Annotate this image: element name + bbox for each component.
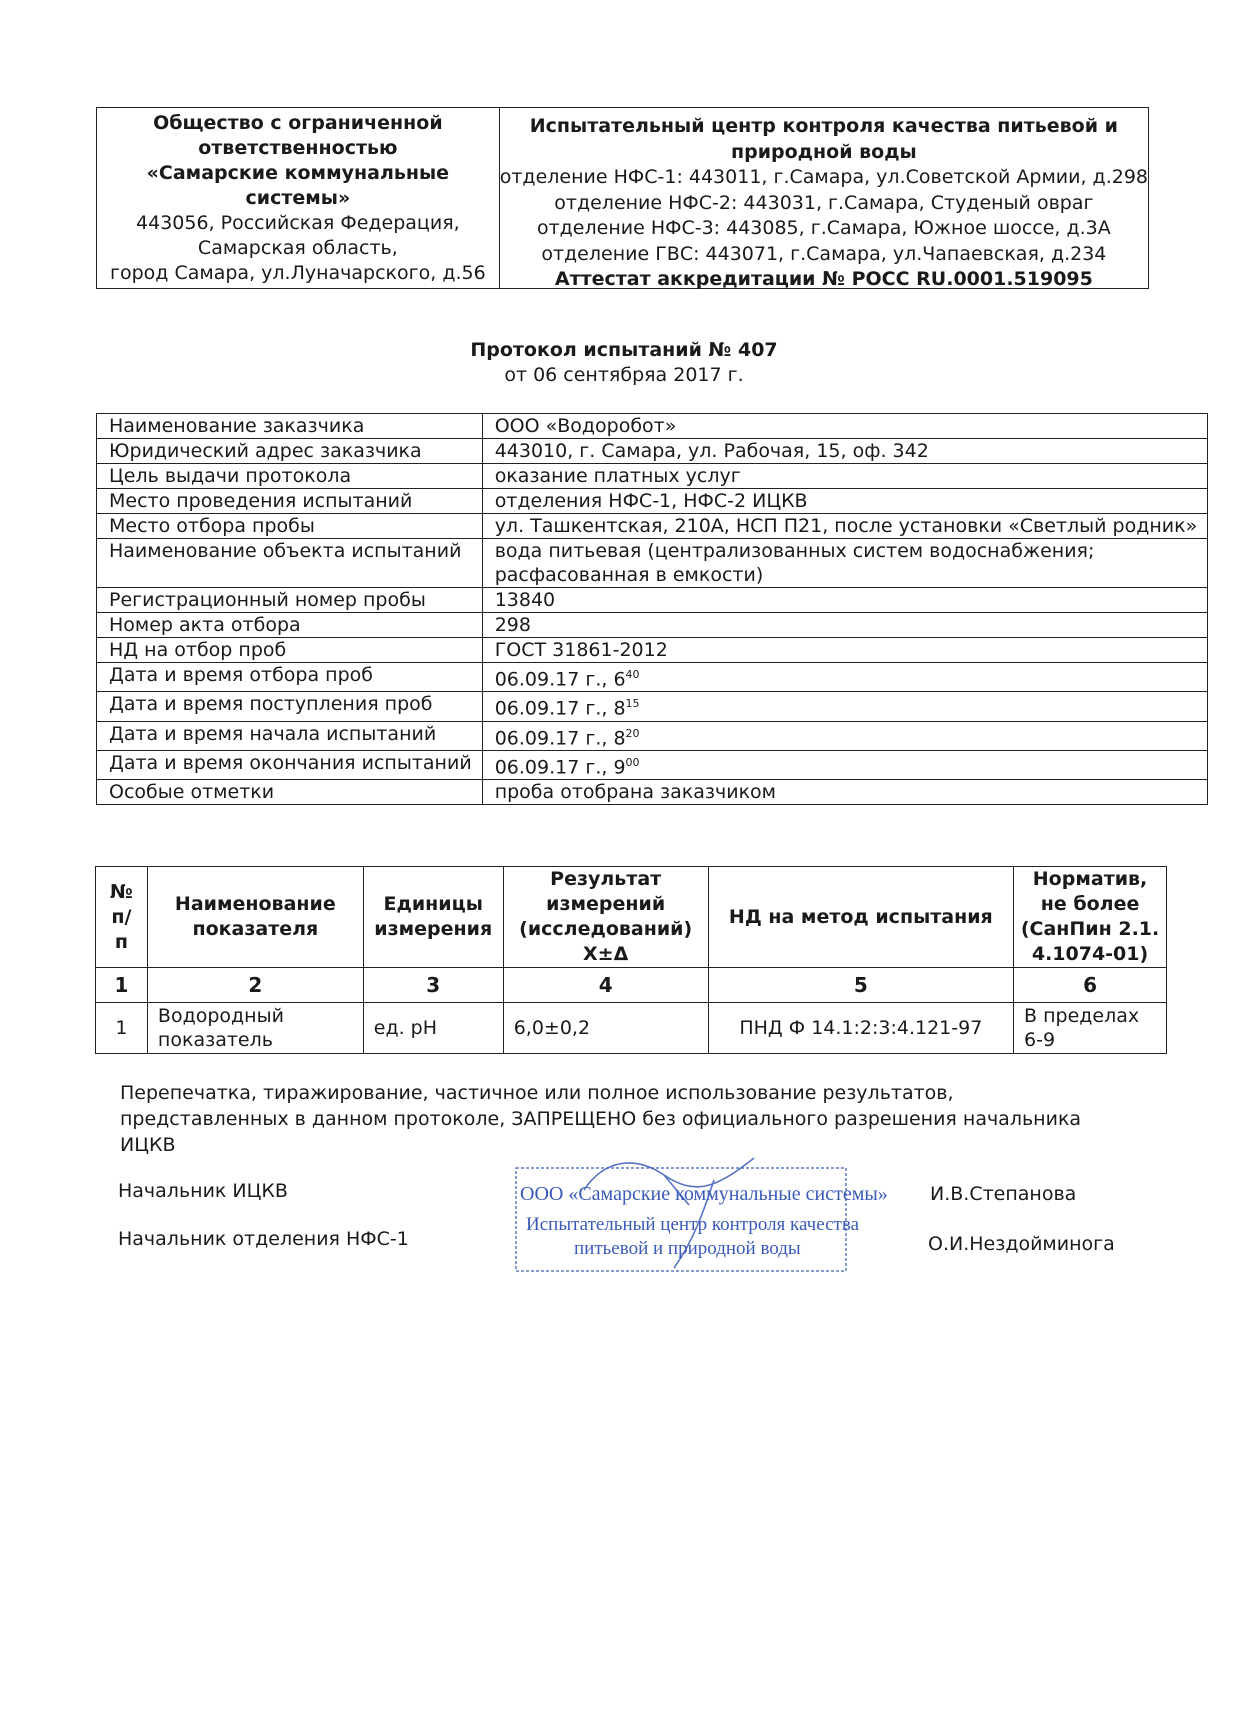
table-row <box>96 1003 1167 1054</box>
unit: ед. pH <box>363 1003 503 1054</box>
org-address-line: город Самара, ул.Луначарского, д.56 <box>110 262 486 284</box>
column-header: № п/ п <box>96 867 148 968</box>
info-value <box>482 588 1208 613</box>
info-value-text: ООО «Водоробот» <box>494 415 677 437</box>
info-label: Дата и время окончания испытаний <box>97 750 483 779</box>
info-row <box>97 588 1208 613</box>
column-header: Единицы измерения <box>363 867 503 968</box>
department-line: отделение НФС-1: 443011, г.Самара, ул.Советской Армии, д.298 <box>499 166 1148 188</box>
signatory-name: И.В.Степанова <box>930 1183 1077 1205</box>
stamp-text-line: ООО «Самарские коммунальные системы» <box>520 1183 888 1205</box>
info-row <box>97 439 1208 464</box>
info-value-text: 13840 <box>494 589 556 611</box>
info-label: Дата и время начала испытаний <box>97 721 483 750</box>
info-value-text: проба отобрана заказчиком <box>494 781 777 804</box>
measurement-result: 6,0±0,2 <box>503 1003 708 1054</box>
info-row <box>97 638 1208 663</box>
info-row <box>97 750 1208 779</box>
info-label: Место проведения испытаний <box>97 489 483 514</box>
info-row <box>97 663 1208 692</box>
info-label: Наименование объекта испытаний <box>97 539 483 588</box>
organization-info <box>97 108 500 288</box>
column-number: 4 <box>503 968 708 1003</box>
department-line: отделение НФС-3: 443085, г.Самара, Южное шоссе, д.3А <box>536 217 1111 239</box>
time-minutes: 15 <box>625 697 640 711</box>
info-row <box>97 489 1208 514</box>
info-value-text: 298 <box>494 614 531 636</box>
info-row <box>97 692 1208 721</box>
official-stamp <box>514 1150 888 1275</box>
info-label: Регистрационный номер пробы <box>97 588 483 613</box>
row-number: 1 <box>96 1003 148 1054</box>
signatory-name: О.И.Нездойминога <box>928 1233 1115 1255</box>
info-label: Дата и время отбора проб <box>97 663 483 692</box>
info-value-text: 06.09.17 г., 8 <box>494 726 626 749</box>
info-label: Дата и время поступления проб <box>97 692 483 721</box>
info-value <box>482 414 1208 439</box>
center-name-line: Испытательный центр контроля качества питьевой и <box>529 115 1118 137</box>
column-number: 3 <box>363 968 503 1003</box>
info-value-text: 06.09.17 г., 8 <box>494 697 626 720</box>
info-value-text: ул. Ташкентская, 210А, НСП П21, после установки «Светлый родник» <box>494 515 1198 537</box>
column-header: Наименование показателя <box>147 867 363 968</box>
info-value <box>482 663 1208 692</box>
info-value <box>482 750 1208 779</box>
accreditation-line: Аттестат аккредитации № РОСС RU.0001.519095 <box>554 268 1093 290</box>
time-minutes: 20 <box>625 726 640 740</box>
column-header: Норматив, не более (СанПин 2.1. 4.1074-01) <box>1014 867 1167 968</box>
info-label: Номер акта отбора <box>97 613 483 638</box>
time-minutes: 40 <box>625 668 640 681</box>
info-label: НД на отбор проб <box>97 638 483 663</box>
info-value <box>482 613 1208 638</box>
copyright-notice: Перепечатка, тиражирование, частичное или полное использование результатов, представленных в данном протоколе, ЗАПРЕЩЕНО без официального разрешения начальника ИЦКВ <box>120 1082 1082 1156</box>
info-label: Цель выдачи протокола <box>97 464 483 489</box>
info-value <box>482 539 1208 588</box>
stamp-text-line: Испытательный центр контроля качества <box>526 1214 860 1235</box>
info-value-text: 06.09.17 г., 9 <box>494 756 626 779</box>
column-number: 1 <box>96 968 148 1003</box>
info-value <box>482 489 1208 514</box>
info-label: Особые отметки <box>97 780 483 805</box>
indicator-name: Водородный показатель <box>147 1003 363 1054</box>
testing-center-info <box>500 108 1148 288</box>
info-value <box>482 514 1208 539</box>
results-table <box>95 866 1167 1054</box>
info-value <box>482 721 1208 750</box>
org-name-line: системы» <box>245 187 351 209</box>
info-value-text: 443010, г. Самара, ул. Рабочая, 15, оф. 342 <box>494 440 929 462</box>
test-method: ПНД Ф 14.1:2:3:4.121-97 <box>708 1003 1013 1054</box>
column-number: 2 <box>147 968 363 1003</box>
info-value <box>482 780 1208 805</box>
protocol-date: от 06 сентябряа 2017 г. <box>504 364 744 386</box>
org-address-line: 443056, Российская Федерация, <box>136 212 460 234</box>
info-row <box>97 414 1208 439</box>
column-number: 6 <box>1014 968 1167 1003</box>
department-line: отделение НФС-2: 443031, г.Самара, Студеный овраг <box>554 191 1094 214</box>
center-name-line: природной воды <box>730 140 917 163</box>
info-value-text: отделения НФС-1, НФС-2 ИЦКВ <box>494 490 808 512</box>
signatory-role: Начальник ИЦКВ <box>118 1180 288 1202</box>
info-label: Наименование заказчика <box>97 414 483 439</box>
department-line: отделение ГВС: 443071, г.Самара, ул.Чапаевская, д.234 <box>541 242 1107 265</box>
info-row <box>97 514 1208 539</box>
info-value-text: вода питьевая (централизованных систем водоснабжения; расфасованная в емкости) <box>494 540 1095 586</box>
info-value <box>482 439 1208 464</box>
info-label: Место отбора пробы <box>97 514 483 539</box>
info-row <box>97 780 1208 805</box>
protocol-title: Протокол испытаний № 407 <box>470 339 778 361</box>
signatory-role: Начальник отделения НФС-1 <box>118 1228 409 1250</box>
info-value <box>482 692 1208 721</box>
info-label: Юридический адрес заказчика <box>97 439 483 464</box>
column-number: 5 <box>708 968 1013 1003</box>
info-value <box>482 464 1208 489</box>
info-value-text: оказание платных услуг <box>494 465 741 487</box>
info-value <box>482 638 1208 663</box>
info-value-text: ГОСТ 31861-2012 <box>494 639 668 661</box>
column-number-row <box>96 968 1167 1003</box>
stamp-text-line: питьевой и природной воды <box>574 1238 801 1259</box>
norm-value: В пределах 6-9 <box>1014 1003 1167 1054</box>
org-name-line: «Самарские коммунальные <box>146 162 450 184</box>
info-value-text: 06.09.17 г., 6 <box>494 668 626 691</box>
info-row <box>97 721 1208 750</box>
org-address-line: Самарская область, <box>197 237 398 259</box>
column-header: Результат измерений (исследований) X±Δ <box>503 867 708 968</box>
info-row <box>97 464 1208 489</box>
org-name-line: ответственностью <box>198 137 398 159</box>
column-header: НД на метод испытания <box>708 867 1013 968</box>
org-name-line: Общество с ограниченной <box>153 112 443 134</box>
sample-info-table <box>96 413 1208 805</box>
header-block <box>96 107 1149 289</box>
time-minutes: 00 <box>625 755 640 769</box>
results-header-row <box>96 867 1167 968</box>
info-row <box>97 539 1208 588</box>
info-row <box>97 613 1208 638</box>
